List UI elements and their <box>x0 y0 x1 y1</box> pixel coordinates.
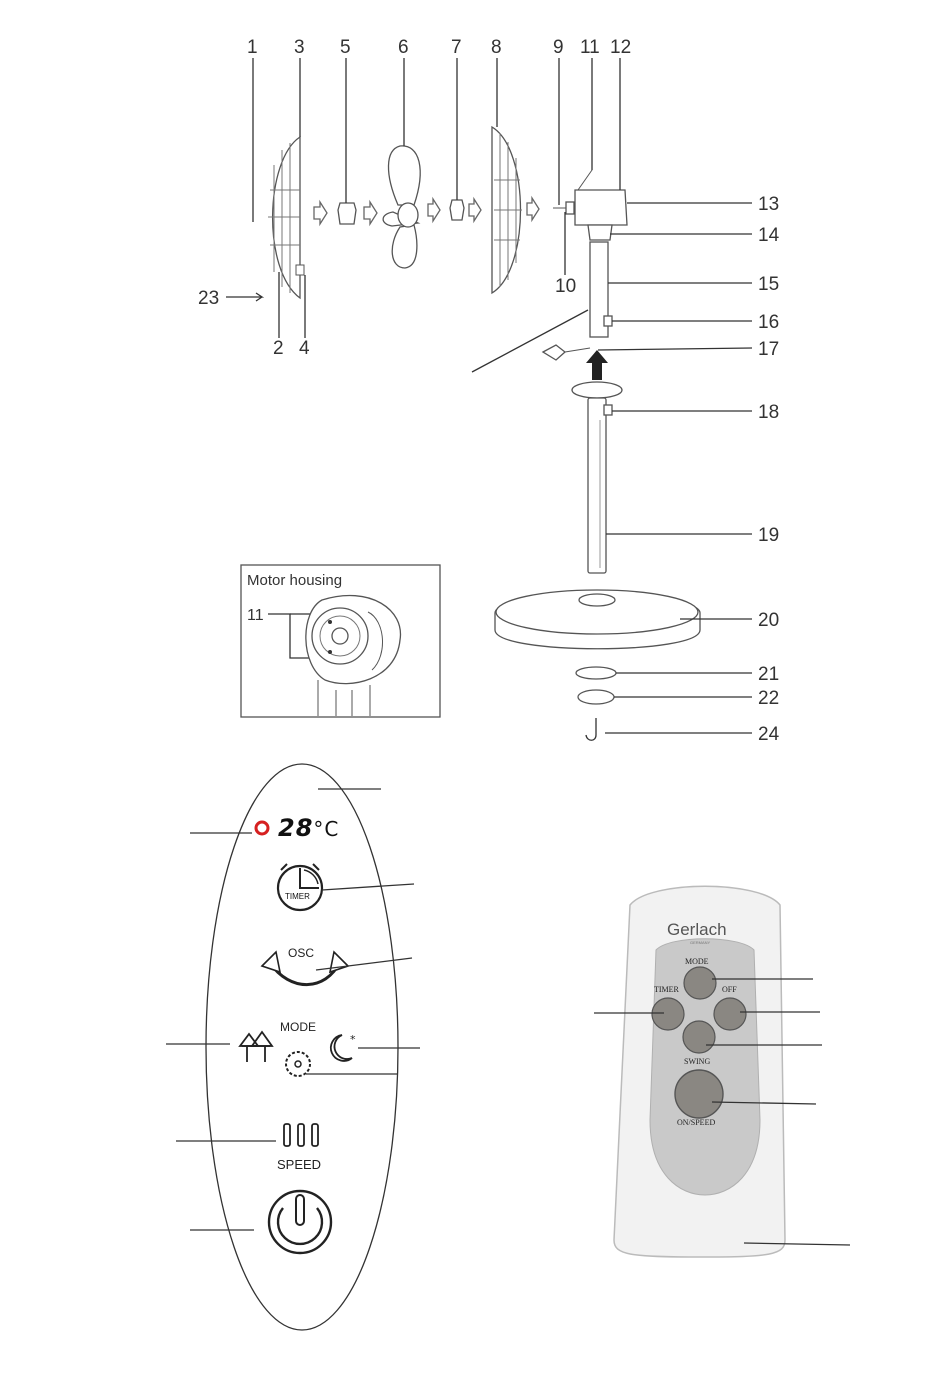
callout-11: 11 <box>580 37 600 58</box>
fan-blade-part-6 <box>383 146 420 268</box>
callout-1: 1 <box>247 37 258 58</box>
timer-label: TIMER <box>285 892 310 901</box>
remote-swing-label: SWING <box>684 1057 711 1066</box>
callout-12: 12 <box>610 37 632 58</box>
callout-18: 18 <box>758 402 780 423</box>
callout-6: 6 <box>398 37 409 58</box>
arrow-23 <box>226 293 262 301</box>
callout-8: 8 <box>491 37 502 58</box>
mode-label: MODE <box>280 1020 316 1034</box>
callout-24: 24 <box>758 724 780 745</box>
off-button[interactable] <box>714 998 746 1030</box>
callout-14: 14 <box>758 225 780 246</box>
power-icon <box>269 1191 331 1253</box>
temperature-unit: °C <box>313 817 340 841</box>
timer-button[interactable] <box>652 998 684 1030</box>
callout-10: 10 <box>555 276 577 297</box>
mode-gear-icon <box>286 1052 310 1076</box>
remote-off-label: OFF <box>722 985 737 994</box>
temperature-value: 28 <box>278 814 314 842</box>
callout-20: 20 <box>758 610 780 631</box>
temperature-readout <box>278 814 339 842</box>
callout-16: 16 <box>758 312 780 333</box>
speed-icon <box>284 1124 318 1146</box>
rear-grill-part-8 <box>492 127 522 293</box>
spinner-nut-part-5 <box>338 203 356 224</box>
callout-17: 17 <box>758 339 780 360</box>
callout-21: 21 <box>758 664 780 685</box>
swing-button[interactable] <box>683 1021 715 1053</box>
inset-title: Motor housing <box>247 572 343 589</box>
control-panel-oval <box>166 764 420 1330</box>
remote-brand-sub: GERMANY <box>690 940 711 945</box>
callout-9: 9 <box>553 37 564 58</box>
callout-7: 7 <box>451 37 462 58</box>
handheld-remote <box>594 886 850 1257</box>
callout-15: 15 <box>758 274 780 295</box>
callout-22: 22 <box>758 688 780 709</box>
inset-label: 11 <box>247 607 264 624</box>
remote-on-speed-label: ON/SPEED <box>677 1118 716 1127</box>
motor-housing-inset <box>241 565 440 717</box>
callout-19: 19 <box>758 525 780 546</box>
remote-timer-label: TIMER <box>654 985 679 994</box>
callout-5: 5 <box>340 37 351 58</box>
mode-button[interactable] <box>684 967 716 999</box>
on-speed-button[interactable] <box>675 1070 723 1118</box>
nut-part-7 <box>450 200 464 220</box>
callout-13: 13 <box>758 194 780 215</box>
svg-text:*: * <box>350 1033 356 1046</box>
callout-3: 3 <box>294 37 305 58</box>
speed-label: SPEED <box>277 1157 322 1172</box>
osc-label: OSC <box>288 946 315 960</box>
callout-4: 4 <box>299 338 310 359</box>
callout-2: 2 <box>273 338 284 359</box>
remote-brand: Gerlach <box>667 920 727 939</box>
remote-mode-label: MODE <box>685 957 709 966</box>
motor-and-upper-pole <box>543 62 627 380</box>
power-indicator-icon <box>256 822 268 834</box>
front-grill-part-1 <box>268 137 304 298</box>
callout-23: 23 <box>198 288 220 309</box>
lower-pole-and-base <box>495 382 700 740</box>
timer-icon <box>278 864 322 910</box>
